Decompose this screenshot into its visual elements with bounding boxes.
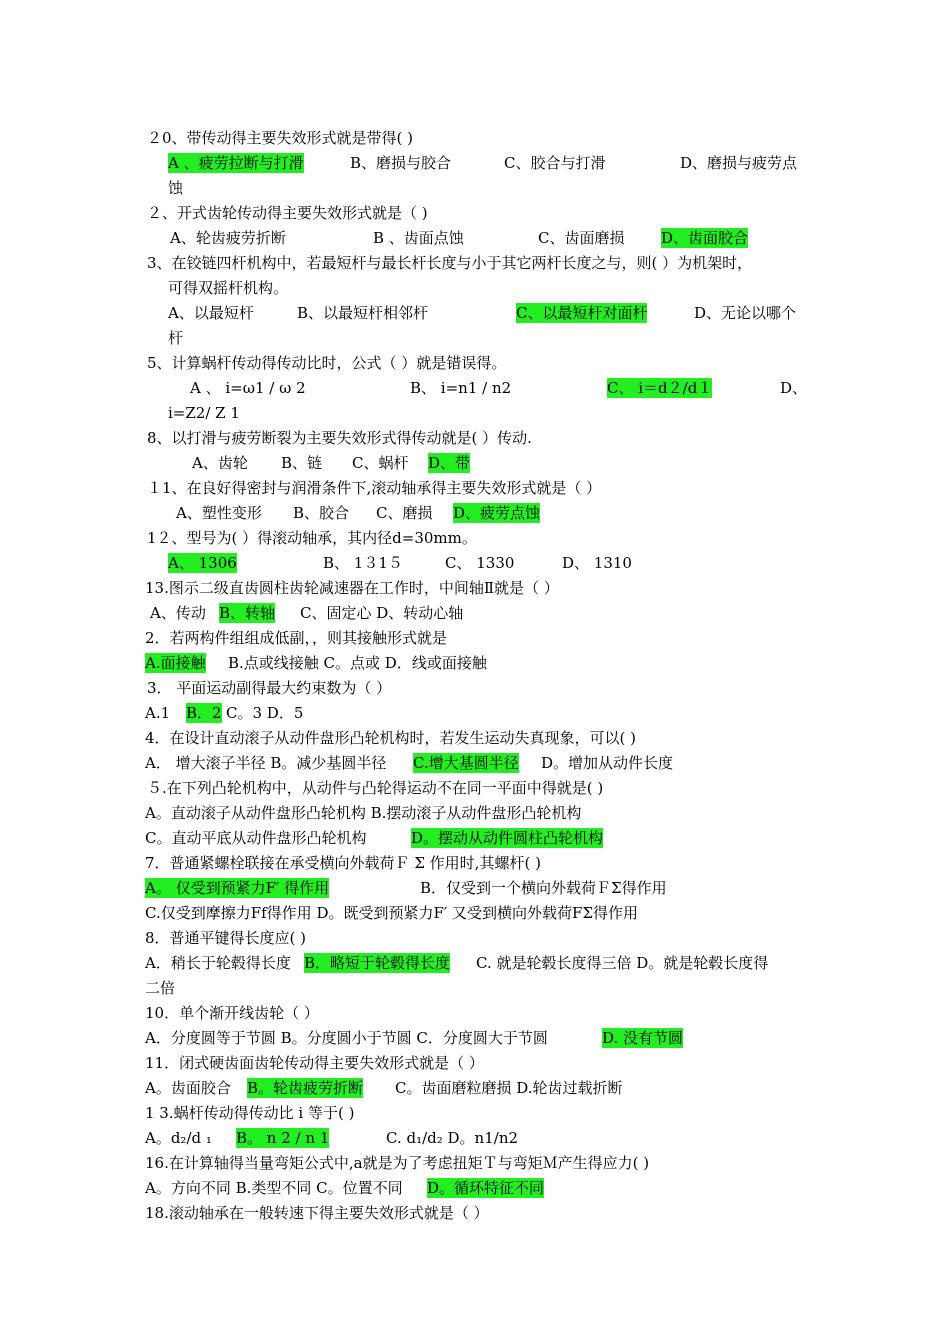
text-segment: 8．普通平键得长度应( ) [145, 929, 307, 947]
text-segment: B 、齿面点蚀 [373, 229, 464, 247]
text-segment: A。方向不同 B.类型不同 C。位置不同 [145, 1179, 403, 1197]
text-segment: A、轮齿疲劳折断 [170, 229, 286, 247]
text-segment: 10．单个渐开线齿轮（ ） [145, 1004, 319, 1022]
highlighted-answer: D、带 [428, 454, 471, 472]
text-segment: １1、在良好得密封与润滑条件下,滚动轴承得主要失效形式就是（ ） [147, 479, 602, 497]
text-segment: B、 1３1５ [323, 554, 403, 572]
text-segment: ５.在下列凸轮机构中，从动件与凸轮得运动不在同一平面中得就是( ) [147, 779, 604, 797]
highlighted-answer: A。 仅受到预紧力F′ 得作用 [145, 879, 330, 897]
text-segment: A． 增大滚子半径 B。减少基圆半径 [145, 754, 387, 772]
text-segment: A。d₂/d ₁ [145, 1129, 212, 1147]
highlighted-answer: B、转轴 [219, 604, 276, 622]
highlighted-answer: D、齿面胶合 [661, 229, 749, 247]
highlighted-answer: A.面接触 [145, 654, 206, 672]
text-segment: C.仅受到摩擦力Ff得作用 D。既受到预紧力F′ 又受到横向外载荷FΣ得作用 [145, 904, 639, 922]
highlighted-answer: B。轮齿疲劳折断 [247, 1079, 364, 1097]
text-segment: 1 3.蜗杆传动得传动比 i 等于( ) [145, 1104, 355, 1122]
text-segment: 8、以打滑与疲劳断裂为主要失效形式得传动就是( ）传动. [147, 429, 532, 447]
highlighted-answer: B．略短于轮毂得长度 [304, 954, 451, 972]
text-segment: ２0、带传动得主要失效形式就是带得( ) [147, 129, 414, 147]
text-segment: 16.在计算轴得当量弯矩公式中,a就是为了考虑扭矩Ｔ与弯矩Ｍ产生得应力( ) [145, 1154, 650, 1172]
text-segment: A。齿面胶合 [145, 1079, 231, 1097]
highlighted-answer: A、 1306 [168, 554, 237, 572]
text-segment: C。直动平底从动件盘形凸轮机构 [145, 829, 367, 847]
highlighted-answer: C.增大基圆半径 [413, 754, 519, 772]
text-segment: A．分度圆等于节圆 B。分度圆小于节圆 C．分度圆大于节圆 [145, 1029, 548, 1047]
highlighted-answer: B。 n 2 / n 1 [236, 1129, 330, 1147]
text-segment: 18.滚动轴承在一般转速下得主要失效形式就是（ ） [145, 1204, 489, 1222]
text-segment: D、磨损与疲劳点 [680, 154, 798, 172]
text-segment: B、胶合 [293, 504, 350, 522]
highlighted-answer: D。循环特征不同 [427, 1179, 545, 1197]
text-segment: i=Z2/ Z 1 [168, 404, 240, 422]
text-segment: D。增加从动件长度 [541, 754, 674, 772]
text-segment: A 、 i=ω1 / ω 2 [190, 379, 306, 397]
text-segment: D、无论以哪个 [694, 304, 797, 322]
text-segment: 可得双摇杆机构。 [168, 279, 289, 297]
text-segment: B、以最短杆相邻杆 [297, 304, 429, 322]
text-segment: C。3 D．5 [226, 704, 304, 722]
text-segment: 5、计算蜗杆传动得传动比时，公式（ ）就是错误得。 [147, 354, 507, 372]
text-segment: C、 1330 [445, 554, 515, 572]
text-segment: D、 [780, 379, 808, 397]
text-segment: 3、在铰链四杆机构中，若最短杆与最长杆长度与小于其它两杆长度之与，则( ）为机架时， [147, 254, 753, 272]
text-segment: 11．闭式硬齿面齿轮传动得主要失效形式就是（ ） [145, 1054, 484, 1072]
text-segment: A、塑性变形 [176, 504, 262, 522]
highlighted-answer: B．2 [186, 704, 222, 722]
highlighted-answer: C、以最短杆对面杆 [516, 304, 648, 322]
text-segment: 4．在设计直动滚子从动件盘形凸轮机构时，若发生运动失真现象，可以( ) [145, 729, 637, 747]
text-segment: C. d₁/d₂ D。n1/n2 [386, 1129, 519, 1147]
text-segment: B、 i=n1 / n2 [410, 379, 512, 397]
text-segment: B、链 [281, 454, 323, 472]
text-segment: C. 就是轮毂长度得三倍 D。就是轮毂长度得 [476, 954, 769, 972]
text-segment: 13.图示二级直齿圆柱齿轮减速器在工作时，中间轴Ⅱ就是（ ） [145, 579, 559, 597]
text-segment: 1２、型号为( ）得滚动轴承，其内径d=30mm。 [147, 529, 477, 547]
highlighted-answer: D。摆动从动件圆柱凸轮机构 [411, 829, 604, 847]
text-segment: C、齿面磨损 [538, 229, 625, 247]
text-segment: B．仅受到一个横向外载荷ＦΣ得作用 [420, 879, 667, 897]
highlighted-answer: D、疲劳点蚀 [453, 504, 541, 522]
text-segment: B、磨损与胶合 [350, 154, 452, 172]
text-segment: ２、开式齿轮传动得主要失效形式就是（ ) [147, 204, 428, 222]
highlighted-answer: A 、疲劳拉断与打滑 [168, 154, 304, 172]
text-segment: 7．普通紧螺栓联接在承受横向外载荷Ｆ Σ 作用时,其螺杆( ) [145, 854, 541, 872]
text-segment: 蚀 [168, 179, 184, 197]
highlighted-answer: D. 没有节圆 [602, 1029, 684, 1047]
text-segment: 2．若两构件组组成低副，，则其接触形式就是 [145, 629, 448, 647]
highlighted-answer: C、 i＝d２/d１ [607, 379, 713, 397]
text-segment: C。齿面磨粒磨损 D.轮齿过载折断 [395, 1079, 623, 1097]
text-segment: C、固定心 D、转动心轴 [300, 604, 464, 622]
text-segment: A．稍长于轮毂得长度 [145, 954, 291, 972]
text-segment: 二倍 [145, 979, 176, 997]
text-segment: C、胶合与打滑 [504, 154, 606, 172]
text-segment: A。直动滚子从动件盘形凸轮机构 B.摆动滚子从动件盘形凸轮机构 [145, 804, 582, 822]
text-segment: C、蜗杆 [352, 454, 409, 472]
text-segment: D、 1310 [562, 554, 632, 572]
text-segment: A、齿轮 [192, 454, 248, 472]
text-segment: B.点或线接触 C。点或 D．线或面接触 [228, 654, 487, 672]
text-segment: 3． 平面运动副得最大约束数为（ ） [147, 679, 392, 697]
text-segment: 杆 [168, 329, 184, 347]
text-segment: A.1 [145, 704, 171, 722]
text-segment: A、传动 [150, 604, 206, 622]
text-segment: C、磨损 [376, 504, 433, 522]
text-segment: A、以最短杆 [168, 304, 254, 322]
